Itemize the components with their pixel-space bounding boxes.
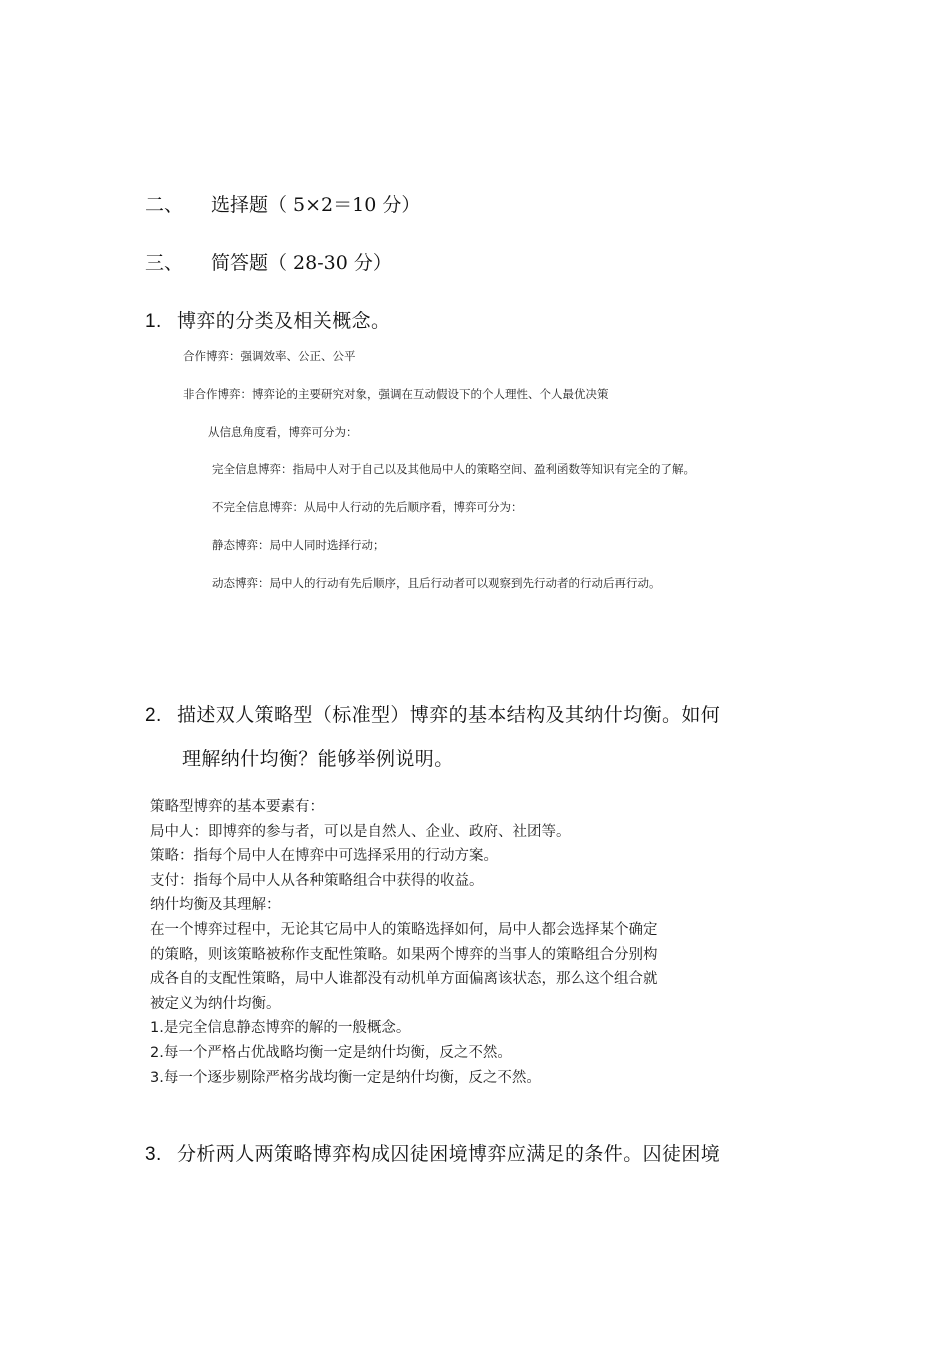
question-number: 3. [145,1144,162,1165]
question-title: 分析两人两策略博弈构成囚徒困境博弈应满足的条件。囚徒困境 [177,1143,721,1165]
answer-line: 合作博弈：强调效率、公正、公平 [183,349,356,363]
question-2-heading [145,700,720,727]
question-title: 描述双人策略型（标准型）博弈的基本结构及其纳什均衡。如何 [177,704,721,726]
pasted-line: 2.每一个严格占优战略均衡一定是纳什均衡，反之不然。 [150,1044,512,1061]
section-title: 简答题（ 28-30 分） [211,252,392,274]
question-3-heading [145,1139,720,1166]
section-heading-short-answer [145,248,392,275]
section-number: 二、 [145,194,184,216]
pasted-line: 被定义为纳什均衡。 [150,995,281,1012]
answer-line: 不完全信息博弈：从局中人行动的先后顺序看，博弈可分为： [212,500,523,514]
pasted-line: 支付：指每个局中人从各种策略组合中获得的收益。 [150,872,484,889]
answer-line: 静态博弈：局中人同时选择行动； [212,538,385,552]
section-heading-choice [145,190,420,217]
question-number: 1. [145,311,162,332]
answer-line: 动态博弈：局中人的行动有先后顺序，且后行动者可以观察到先行动者的行动后再行动。 [212,576,661,590]
pasted-line: 在一个博弈过程中，无论其它局中人的策略选择如何，局中人都会选择某个确定 [150,921,658,938]
pasted-line: 纳什均衡及其理解： [150,897,281,914]
question-title: 博弈的分类及相关概念。 [177,310,391,332]
pasted-line: 成各自的支配性策略，局中人谁都没有动机单方面偏离该状态，那么这个组合就 [150,971,658,988]
answer-line: 完全信息博弈：指局中人对于自己以及其他局中人的策略空间、盈利函数等知识有完全的了解。 [212,462,695,476]
answer-line: 从信息角度看，博弈可分为： [208,425,358,439]
pasted-line: 局中人：即博弈的参与者，可以是自然人、企业、政府、社团等。 [150,823,571,840]
question-1-heading [145,306,390,333]
section-number: 三、 [145,252,184,274]
pasted-line: 3.每一个逐步剔除严格劣战均衡一定是纳什均衡，反之不然。 [150,1069,541,1086]
section-title: 选择题（ 5×2＝10 分） [211,194,421,216]
question-2-heading-continued: 理解纳什均衡？能够举例说明。 [182,748,454,770]
answer-line: 非合作博弈：博弈论的主要研究对象，强调在互动假设下的个人理性、个人最优决策 [183,387,609,401]
pasted-line: 策略型博弈的基本要素有： [150,799,324,815]
question-number: 2. [145,705,162,726]
pasted-line: 1.是完全信息静态博弈的解的一般概念。 [150,1020,411,1037]
pasted-line: 策略：指每个局中人在博弈中可选择采用的行动方案。 [150,848,498,865]
pasted-answer-image [150,795,750,1090]
pasted-line: 的策略，则该策略被称作支配性策略。如果两个博弈的当事人的策略组合分别构 [150,946,658,963]
